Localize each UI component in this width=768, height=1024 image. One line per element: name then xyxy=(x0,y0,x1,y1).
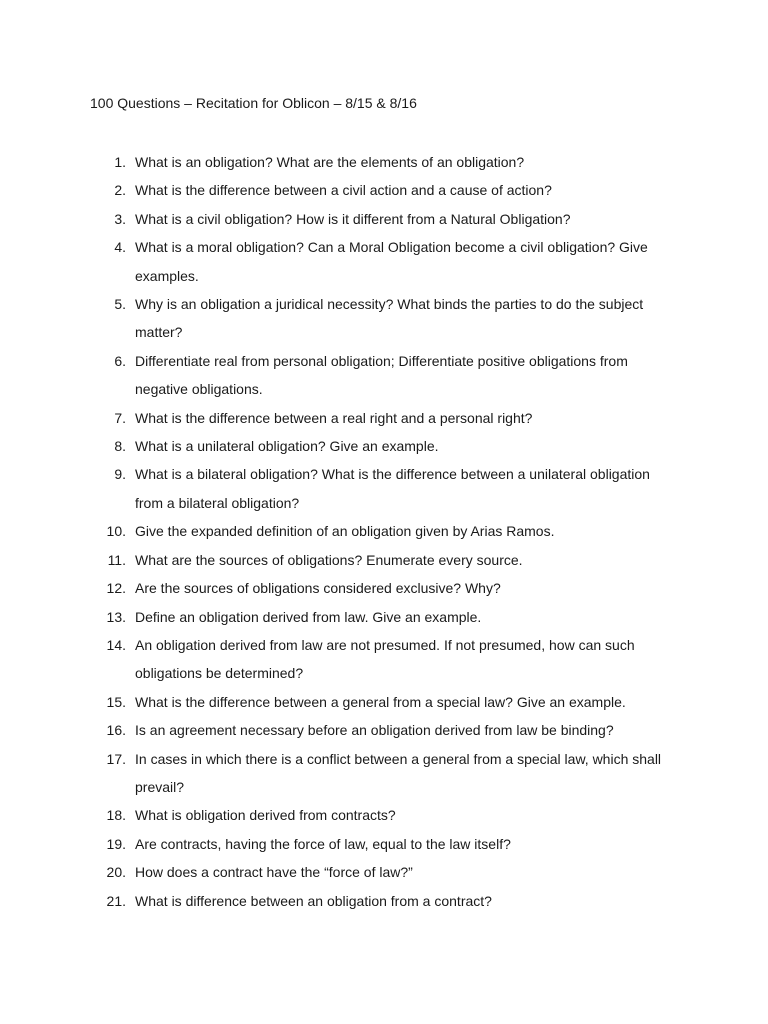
question-item xyxy=(0,716,768,744)
question-text: What is a moral obligation? Can a Moral Obligation become a civil obligation? Give examples. xyxy=(135,239,648,284)
question-item xyxy=(0,887,768,915)
question-text: How does a contract have the “force of law?” xyxy=(135,864,413,881)
question-text: Why is an obligation a juridical necessity? What binds the parties to do the subject matter? xyxy=(135,296,644,341)
question-item xyxy=(0,858,768,886)
question-text: Are the sources of obligations considered exclusive? Why? xyxy=(135,580,501,597)
question-number: 3. xyxy=(114,210,126,227)
question-text: What is difference between an obligation from a contract? xyxy=(135,892,492,909)
question-item xyxy=(0,603,768,631)
question-number: 16. xyxy=(106,722,126,739)
question-number: 17. xyxy=(106,750,126,767)
question-text: What is the difference between a civil action and a cause of action? xyxy=(135,182,552,199)
question-number: 14. xyxy=(106,636,126,653)
question-number: 10. xyxy=(106,523,126,540)
question-number: 19. xyxy=(106,835,126,852)
question-item xyxy=(0,801,768,829)
question-list xyxy=(0,148,768,915)
question-item xyxy=(0,574,768,602)
question-number: 4. xyxy=(114,239,126,256)
question-item xyxy=(0,290,768,347)
question-text: Define an obligation derived from law. Give an example. xyxy=(135,608,482,625)
question-item xyxy=(0,517,768,545)
question-text: What is an obligation? What are the elements of an obligation? xyxy=(135,154,525,170)
question-number: 12. xyxy=(106,580,126,597)
question-item xyxy=(0,233,768,290)
question-item xyxy=(0,176,768,204)
question-number: 9. xyxy=(114,466,126,483)
question-number: 18. xyxy=(106,807,126,824)
question-item xyxy=(0,546,768,574)
question-item xyxy=(0,432,768,460)
question-item xyxy=(0,404,768,432)
question-item xyxy=(0,205,768,233)
question-text: What is a unilateral obligation? Give an example. xyxy=(135,438,439,455)
question-text: What is a bilateral obligation? What is the difference between a unilateral obligation from a bilateral obligation? xyxy=(135,466,650,511)
question-text: What is the difference between a real right and a personal right? xyxy=(135,409,533,426)
question-text: What is obligation derived from contracts? xyxy=(135,807,396,824)
question-text: Are contracts, having the force of law, equal to the law itself? xyxy=(135,835,511,852)
question-text: In cases in which there is a conflict between a general from a special law, which shall prevail? xyxy=(135,750,662,795)
question-item xyxy=(0,830,768,858)
question-text: An obligation derived from law are not presumed. If not presumed, how can such obligations be determined? xyxy=(135,636,635,682)
question-number: 15. xyxy=(106,693,126,710)
question-item xyxy=(0,347,768,404)
document-title: 100 Questions – Recitation for Oblicon – 8/15 & 8/16 xyxy=(90,95,417,111)
question-number: 7. xyxy=(114,409,126,426)
question-text: What is a civil obligation? How is it different from a Natural Obligation? xyxy=(135,210,571,227)
question-number: 13. xyxy=(106,608,126,625)
question-item xyxy=(0,148,768,176)
question-number: 21. xyxy=(106,892,126,909)
question-number: 11. xyxy=(107,551,126,568)
question-number: 5. xyxy=(114,296,126,313)
question-number: 2. xyxy=(114,182,126,199)
question-text: Give the expanded definition of an obligation given by Arias Ramos. xyxy=(135,523,555,540)
question-number: 8. xyxy=(114,438,126,455)
question-number: 6. xyxy=(114,352,126,369)
question-number: 20. xyxy=(106,864,126,881)
question-item xyxy=(0,745,768,802)
question-item xyxy=(0,460,768,517)
question-item xyxy=(0,688,768,716)
question-text: What is the difference between a general from a special law? Give an example. xyxy=(135,693,626,710)
question-number: 1. xyxy=(114,154,126,170)
question-text: Differentiate real from personal obligation; Differentiate positive obligations from negative obligations. xyxy=(135,352,628,398)
question-item xyxy=(0,631,768,688)
question-text: What are the sources of obligations? Enumerate every source. xyxy=(135,551,523,568)
question-text: Is an agreement necessary before an obligation derived from law be binding? xyxy=(135,722,614,739)
